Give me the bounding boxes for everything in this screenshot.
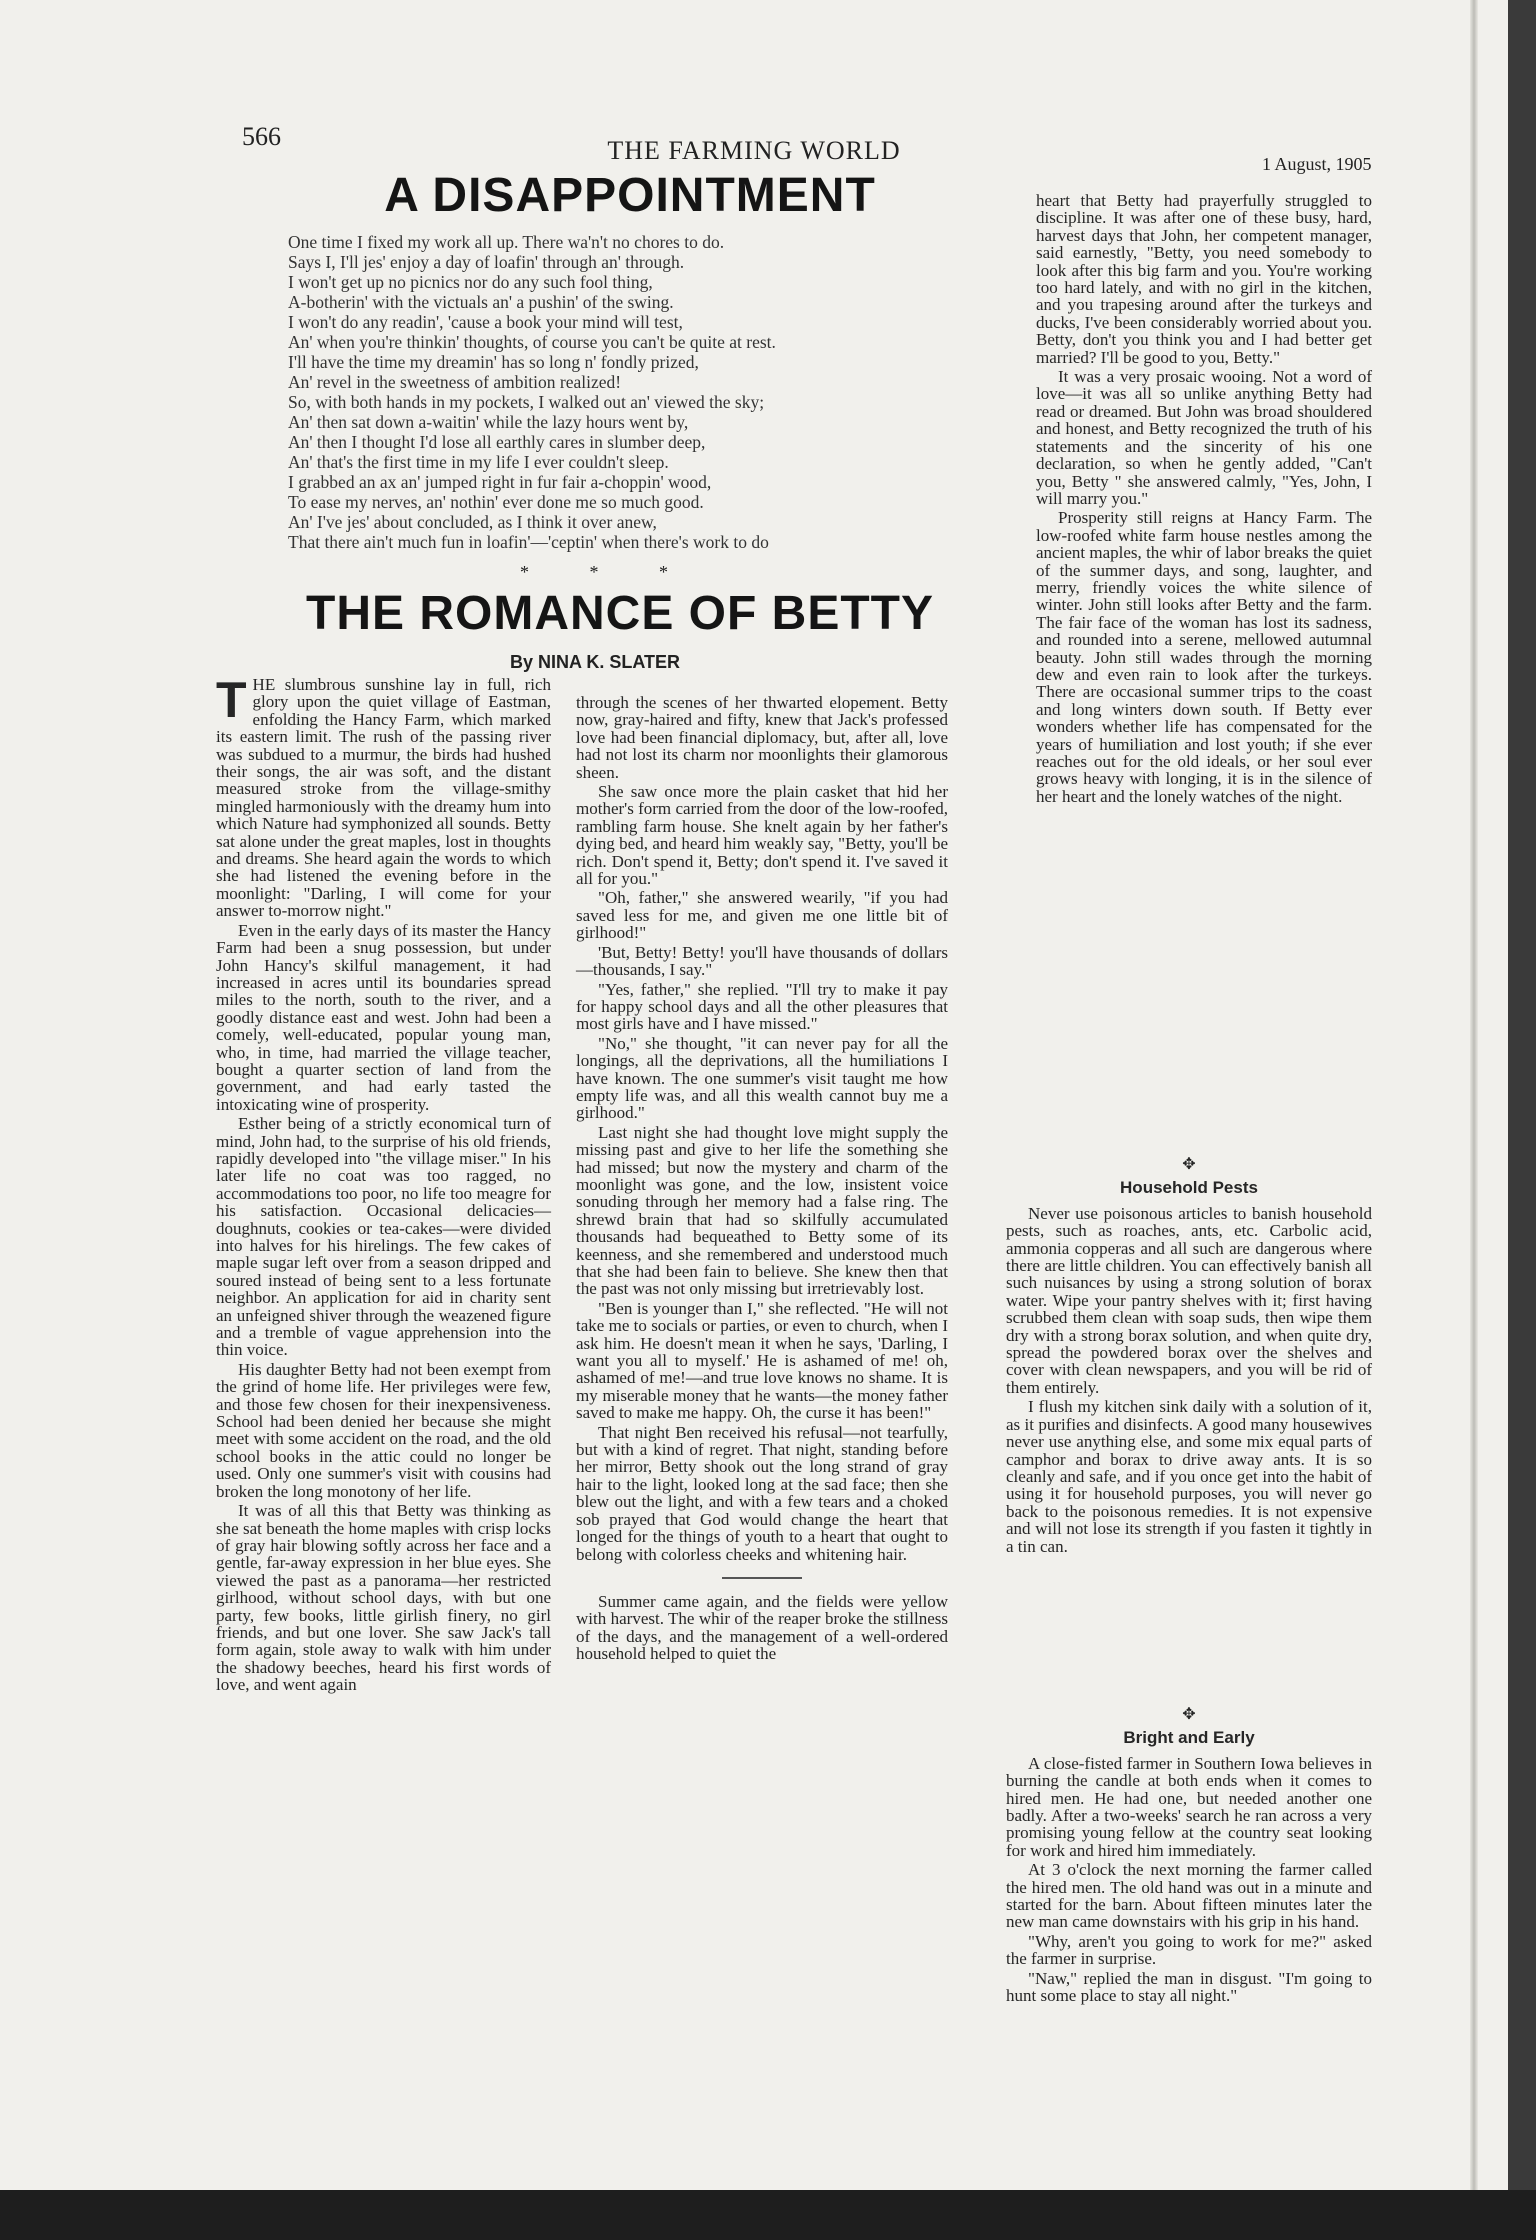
poem-body: [288, 232, 968, 552]
poem-line: A-botherin' with the victuals an' a pushin' of the swing.: [288, 292, 674, 312]
story-column-2: [576, 694, 948, 1665]
publication-title: THE FARMING WORLD: [607, 136, 901, 165]
paragraph: "Oh, father," she answered wearily, "if you had saved less for me, and given me one little bit of girlhood!": [576, 888, 948, 943]
paragraph: It was of all this that Betty was thinking as she sat beneath the home maples with crisp locks of gray hair blowing softly across her face and a gentle, far-away expression in her blue eyes. She viewed the past as a panorama—her restricted girlhood, without school days, with but one party, few books, little girlish finery, no girl friends, and but one lover. She saw Jack's tall form again, stole away to walk with him under the shadowy beeches, heard his first words of love, and went again: [216, 1501, 551, 1695]
paragraph: through the scenes of her thwarted elopement. Betty now, gray-haired and fifty, knew that Jack's professed love had been financial diplomacy, but, after all, love had not lost its charm nor moonlights their glamorous sheen.: [576, 693, 948, 782]
poem-line: I won't get up no picnics nor do any such fool thing,: [288, 272, 653, 292]
paragraph: Prosperity still reigns at Hancy Farm. The low-roofed white farm house nestles among the ancient maples, the whir of labor breaks the quiet of the summer days, and song, laughter, and merry, friendly voices the white silence of winter. John still looks after Betty and the farm. The fair face of the woman has lost its sadness, and rounded into a serene, mellowed autumnal beauty. John still wades through the morning dew and even rain to look after the turkeys. There are occasional summer trips to the coast and long winters down south. If Betty ever wonders whether life has compensated for the years of humiliation and lost youth; if she ever reaches out for the old ideals, or her soul ever grows heavy with longing, it is in the silence of her heart and the lonely watches of the night.: [1036, 508, 1372, 806]
paragraph: That night Ben received his refusal—not tearfully, but with a kind of regret. That night, standing before her mirror, Betty shook out the long strand of gray hair to the light, looked long at the sad face; then she blew out the light, and with a few tears and a choked sob prayed that God would change the heart that longed for the things of youth to a heart that ought to belong with colorless cheeks and whitening hair.: [576, 1422, 948, 1564]
poem-line: An' revel in the sweetness of ambition realized!: [288, 372, 622, 392]
paragraph: 'But, Betty! Betty! you'll have thousands of dollars—thousands, I say.": [576, 942, 948, 980]
poem-line: I grabbed an ax an' jumped right in fur fair a-choppin' wood,: [288, 472, 712, 492]
paragraph: She saw once more the plain casket that hid her mother's form carried from the door of the low-roofed, rambling farm house. She knelt again by her father's dying bed, and heard him weakly say, "Betty, you'll be rich. Don't spend it, Betty; don't spend it. I've saved it all for you.": [576, 782, 948, 889]
paragraph: His daughter Betty had not been exempt from the grind of home life. Her privileges were few, and those few chosen for their inexpensiveness. School had been denied her because she might meet with some accident on the road, and the old school books in the attic could no longer be used. Only one summer's visit with cousins had broken the long monotony of her life.: [216, 1359, 551, 1501]
poem-line: An' I've jes' about concluded, as I think it over anew,: [288, 512, 657, 532]
poem-line: An' then sat down a-waitin' while the lazy hours went by,: [288, 412, 689, 432]
issue-date: 1 August, 1905: [1262, 154, 1372, 174]
poem-line: That there ain't much fun in loafin'—'ceptin' when there's work to do: [288, 532, 769, 552]
poem-line: I won't do any readin', 'cause a book your mind will test,: [288, 312, 683, 332]
poem-line: An' that's the first time in my life I ever couldn't sleep.: [288, 452, 669, 472]
ornament-icon: ✥: [1182, 1156, 1196, 1173]
page-fold: [1470, 0, 1478, 2190]
article-heading: Household Pests: [1120, 1178, 1258, 1198]
paragraph: Summer came again, and the fields were yellow with harvest. The whir of the reaper broke the stillness of the days, and the management of a well-ordered household helped to quiet the: [576, 1591, 948, 1664]
paragraph: It was a very prosaic wooing. Not a word of love—it was all so unlike anything Betty had read or dreamed. But John was broad shouldered and honest, and Betty recognized the truth of his statements and the sincerity of his one declaration, so when he gently added, "Can't you, Betty " she answered calmly, "Yes, John, I will marry you.": [1036, 367, 1372, 508]
scan-edge-right: [1508, 0, 1536, 2240]
paragraph: "Naw," replied the man in disgust. "I'm going to hunt some place to stay all night.": [1006, 1968, 1372, 2006]
poem-title: A DISAPPOINTMENT: [384, 169, 876, 222]
ornament-icon: ✥: [1182, 1706, 1196, 1723]
bright-and-early-article: [1006, 1700, 1372, 2007]
paragraph: "Yes, father," she replied. "I'll try to make it pay for happy school days and all the other pleasures that most girls have and I have missed.": [576, 979, 948, 1034]
divider: [722, 1577, 802, 1579]
paragraph: Last night she had thought love might supply the missing past and give to her life the something she had missed; but now the mystery and charm of the moonlight was gone, and the low, insistent voice sonuding through her memory had a false ring. The shrewd brain that had so skilfully accumulated thousands had bequeathed to Betty some of its keenness, and she remembered and understood much that she had been fain to believe. She knew then that the past was not only missing but irretrievably lost.: [576, 1122, 948, 1299]
paragraph: Even in the early days of its master the Hancy Farm had been a snug possession, but under John Hancy's skilful management, it had increased in acres until its boundaries spread miles to the north, south to the river, and a goodly distance east and west. John had been a comely, well-educated, popular young man, who, in time, had married the village teacher, bought a quarter section of land from the government, and had early tasted the intoxicating wine of prosperity.: [216, 920, 551, 1114]
page-number: 566: [242, 122, 281, 151]
story-byline: By NINA K. SLATER: [509, 652, 680, 672]
poem-line: So, with both hands in my pockets, I walked out an' viewed the sky;: [288, 392, 765, 412]
story-column-1: [216, 672, 551, 1696]
paragraph: I flush my kitchen sink daily with a solution of it, as it purifies and disinfects. A good many housewives never use anything else, and some mix equal parts of camphor and borax to drive away ants. It is so cleanly and safe, and if you once get into the habit of using it for household purposes, you will never go back to the poisonous remedies. It is not expensive and will not lose its strength if you fasten it tightly in a tin can.: [1006, 1397, 1372, 1556]
paragraph: Esther being of a strictly economical turn of mind, John had, to the surprise of his old friends, rapidly developed into "the village miser." In his later life no coat was too ragged, no accommodations too poor, no life too meagre for his satisfaction. Occasional delicacies—doughnuts, cookies or tea-cakes—were divided into halves for his hirelings. The few cakes of maple sugar left over from a season dripped and soured instead of being sent to a less fortunate neighbor. An application for aid in charity sent an unfeigned shiver through the weazened figure and a tremble of vague apprehension into the thin voice.: [216, 1114, 551, 1360]
drop-cap: T: [216, 672, 247, 728]
story-title: THE ROMANCE OF BETTY: [306, 587, 934, 640]
paragraph: A close-fisted farmer in Southern Iowa believes in burning the candle at both ends when it comes to hired men. He had one, but needed another one badly. After a two-weeks' search he ran across a very promising young fellow at the country seat looking for work and hired him immediately.: [1006, 1753, 1372, 1860]
paragraph: At 3 o'clock the next morning the farmer called the hired men. The old hand was out in a minute and started for the barn. About fifteen minutes later the new man came downstairs with his grip in his hand.: [1006, 1860, 1372, 1932]
paragraph: "Ben is younger than I," she reflected. "He will not take me to socials or parties, or even to church, when I ask him. He doesn't mean it when he says, 'Darling, I want you all to myself.' He is ashamed of me! oh, ashamed of me!—and true love knows no shame. It is my miserable money that he wants—the money father saved to make me happy. Oh, the curse it has been!": [576, 1298, 948, 1423]
article-heading: Bright and Early: [1123, 1728, 1255, 1748]
story-column-3: [1036, 192, 1372, 807]
paragraph: "Why, aren't you going to work for me?" asked the farmer in surprise.: [1006, 1931, 1372, 1969]
poem-line: One time I fixed my work all up. There wa'n't no chores to do.: [288, 232, 725, 252]
section-separator: * * *: [520, 562, 696, 582]
scan-edge-bottom: [0, 2190, 1536, 2240]
poem-line: To ease my nerves, an' nothin' ever done me so much good.: [288, 492, 704, 512]
poem-line: I'll have the time my dreamin' has so long n' fondly prized,: [288, 352, 699, 372]
poem-line: An' then I thought I'd lose all earthly cares in slumber deep,: [288, 432, 706, 452]
poem-line: Says I, I'll jes' enjoy a day of loafin' through an' through.: [288, 252, 685, 272]
household-pests-article: [1006, 1150, 1372, 1557]
paragraph: Never use poisonous articles to banish household pests, such as roaches, ants, etc. Carbolic acid, ammonia copperas and all such are dangerous where there are little children. You can effectively banish all such nuisances by using a strong solution of borax water. Wipe your pantry shelves with it; first having scrubbed them clean with soap suds, then wipe them dry with a strong borax solution, and when quite dry, spread the powdered borax over the shelves and cover with clean newspapers, and you will be rid of them entirely.: [1006, 1203, 1372, 1397]
paragraph: HE slumbrous sunshine lay in full, rich glory upon the quiet village of Eastman, enfolding the Hancy Farm, which marked its eastern limit. The rush of the passing river was subdued to a murmur, the birds had hushed their songs, the air was soft, and the distant measured stroke from the village-smithy mingled harmoniously with the dreamy hum into which Nature had symphonized all sounds. Betty sat alone under the great maples, lost in thoughts and dreams. She heard again the words to which she had listened the evening before in the moonlight: "Darling, I will come for your answer to-morrow night.": [216, 675, 551, 921]
paragraph: heart that Betty had prayerfully struggled to discipline. It was after one of these busy, hard, harvest days that John, her competent manager, said earnestly, "Betty, you need somebody to look after this big farm and you. You're working too hard lately, and with no girl in the kitchen, and you trapesing around after the turkeys and ducks, I've been considerably worried about you. Betty, don't you think you and I had better get married? I'll be good to you, Betty.": [1036, 191, 1372, 367]
paragraph: "No," she thought, "it can never pay for all the longings, all the deprivations, all the humiliations I have known. The one summer's visit taught me how empty life was, and all this wealth cannot buy me a girlhood.": [576, 1033, 948, 1123]
poem-line: An' when you're thinkin' thoughts, of course you can't be quite at rest.: [288, 332, 776, 352]
